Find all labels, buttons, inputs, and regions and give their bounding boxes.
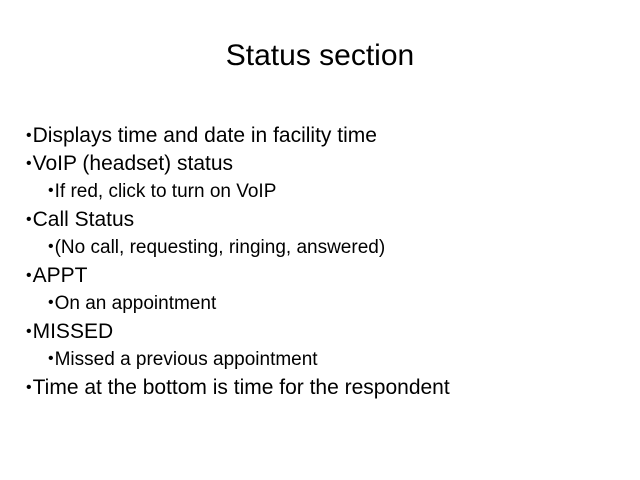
list-item-label: Call Status: [32, 207, 135, 231]
list-item: [26, 374, 616, 402]
list-item: [26, 233, 616, 262]
list-item: [26, 289, 616, 318]
bullet-icon: •: [26, 127, 32, 144]
bullet-icon: •: [26, 154, 32, 172]
bullet-icon: •: [48, 182, 54, 199]
bullet-icon: •: [26, 210, 32, 228]
list-item-label: If red, click to turn on VoIP: [54, 181, 277, 202]
list-item: [26, 262, 616, 290]
list-item: [26, 122, 616, 150]
bullet-icon: •: [26, 322, 32, 340]
bullet-icon: •: [26, 378, 32, 396]
bullet-icon: •: [48, 294, 54, 311]
list-item-label: Displays time and date in facility time: [32, 124, 377, 147]
list-item-label: (No call, requesting, ringing, answered): [54, 237, 386, 258]
bullet-icon: •: [48, 238, 54, 255]
list-item: [26, 177, 616, 206]
list-item: [26, 318, 616, 346]
page-title: Status section: [225, 39, 415, 72]
list-item-label: MISSED: [32, 319, 114, 343]
bullet-list: [26, 122, 616, 401]
list-item: [26, 150, 616, 178]
list-item-label: Time at the bottom is time for the respondent: [32, 375, 450, 399]
list-item-label: VoIP (headset) status: [32, 151, 234, 175]
list-item: [26, 206, 616, 234]
list-item-label: On an appointment: [54, 293, 217, 314]
bullet-icon: •: [48, 350, 54, 367]
list-item: [26, 345, 616, 374]
list-item-label: Missed a previous appointment: [54, 349, 318, 370]
bullet-icon: •: [26, 266, 32, 284]
list-item-label: APPT: [32, 263, 88, 287]
